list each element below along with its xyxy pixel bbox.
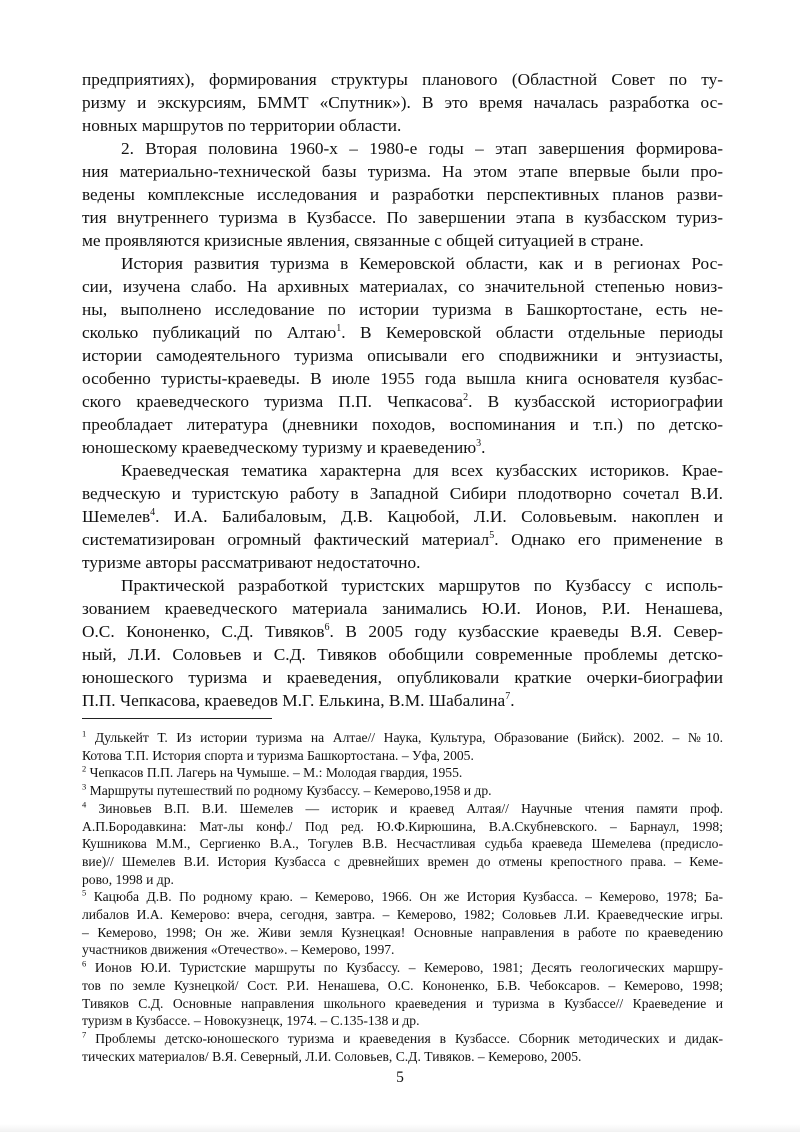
text-line: юношеского туризма и краеведения, опубликовали краткие очерки-биографии (82, 668, 723, 687)
footnote-ref: 3 (476, 438, 482, 450)
footnote-line: тов по земле Кузнецкой/ Сост. Р.И. Ненашева, О.С. Кононенко, Б.В. Чебоксаров. – Кемерово, 1998; (82, 977, 723, 993)
footnote-5 (82, 888, 723, 959)
footnote-line (82, 888, 723, 906)
footnote-mark: 6 (82, 958, 87, 969)
footnote-7 (82, 1030, 723, 1065)
footnote-ref: 1 (336, 323, 342, 335)
main-text (82, 68, 723, 712)
paragraph-5 (82, 574, 723, 712)
text-line: ведены комплексные исследования и разработки перспективных планов разви- (82, 185, 723, 204)
footnote-mark: 5 (82, 887, 87, 898)
paragraph-4 (82, 459, 723, 574)
text-line: ведческую и туристскую работу в Западной Сибири плодотворно сочетал В.И. (82, 484, 723, 503)
text-line: предприятиях), формирования структуры планового (Областной Совет по ту- (82, 70, 723, 89)
footnote-ref: 6 (324, 622, 330, 634)
text-line (82, 390, 723, 413)
text-segment: Маршруты путешествий по родному Кузбассу. – Кемерово,1958 и др. (89, 783, 492, 799)
footnote-mark: 4 (82, 799, 87, 810)
text-line (82, 528, 723, 551)
text-line: тия внутреннего туризма в Кузбассе. По завершении этапа в кузбасском туриз- (82, 208, 723, 227)
footnote-1 (82, 729, 723, 764)
footnote-6 (82, 959, 723, 1030)
text-line (82, 620, 723, 643)
footnote-line: Тивяков С.Д. Основные направления школьного краеведения и туризма в Кузбассе// Краеведение и (82, 995, 723, 1011)
text-line: ме проявляются кризисные явления, связанные с общей ситуацией в стране. (82, 231, 644, 250)
text-segment: . (510, 691, 515, 710)
footnote-line (82, 764, 723, 782)
footnote-ref: 7 (505, 691, 511, 703)
text-line: преобладает литература (дневники походов, воспоминания и т.п.) по детско- (82, 415, 723, 434)
paragraph-2 (82, 137, 723, 252)
footnote-ref: 5 (489, 530, 495, 542)
text-line: истории самодеятельного туризма описывали его сподвижники и энтузиасты, (82, 346, 723, 365)
footnote-4 (82, 800, 723, 889)
text-segment: ского краеведческого туризма П.П. Чепкасова (82, 392, 464, 411)
text-line (82, 505, 723, 528)
page-number: 5 (396, 1069, 404, 1086)
footnote-line (82, 729, 723, 747)
text-segment: . Однако его применение в (494, 530, 723, 549)
text-segment: Дулькейт Т. Из истории туризма на Алтае// Наука, Культура, Образование (Бийск). 2002. – №10. (94, 730, 723, 745)
text-line (82, 321, 723, 344)
footnote-line: рово, 1998 и др. (82, 871, 174, 887)
footnote-line: вие)// Шемелев В.И. История Кузбасса с древнейших времен до отмены крепостного права. – Кеме- (82, 853, 723, 869)
footnote-line (82, 959, 723, 977)
text-segment: систематизирован огромный фактический материал (82, 530, 490, 549)
footnote-line: Кушникова М.М., Сергиенко В.А., Тогулев В.В. Несчастливая судьба краеведа Шемелева (предисло- (82, 836, 723, 852)
footnote-mark: 2 (82, 763, 87, 774)
footnote-line: либалов И.А. Кемерово: вчера, сегодня, завтра. – Кемерово, 1982; Соловьев Л.И. Краеведческие игры. (82, 907, 723, 923)
text-segment: . В Кемеровской области отдельные периоды (341, 323, 723, 342)
text-line: ный, Л.И. Соловьев и С.Д. Тивяков обобщили современные проблемы детско- (82, 645, 723, 664)
text-segment: . И.А. Балибаловым, Д.В. Кацюбой, Л.И. Соловьевым. накоплен и (155, 507, 723, 526)
paragraph-1 (82, 68, 723, 137)
text-segment: Зиновьев В.П. В.И. Шемелев — историк и краевед Алтая// Научные чтения памяти проф. (98, 800, 724, 816)
text-line: ния материально-технической базы туризма. На этом этапе впервые были про- (82, 162, 723, 181)
footnote-ref: 2 (463, 392, 469, 404)
footnote-ref: 4 (150, 507, 156, 519)
text-line: Практической разработкой туристских маршрутов по Кузбассу с исполь- (121, 576, 723, 595)
footnote-line: Котова Т.П. История спорта и туризма Башкортостана. – Уфа, 2005. (82, 747, 474, 763)
footnote-2 (82, 764, 723, 782)
footnote-line: – Кемерово, 1998; Он же. Живи земля Кузнецкая! Основные направления в работе по краеведению (82, 924, 723, 940)
footnote-3 (82, 782, 723, 800)
footnote-line: А.П.Бородавкина: Мат-лы конф./ Под ред. Ю.Ф.Кирюшина, В.А.Скубневского. – Барнаул, 1998; (82, 818, 723, 834)
footnote-line (82, 800, 723, 818)
text-segment: Ионов Ю.И. Туристские маршруты по Кузбассу. – Кемерово, 1981; Десять геологических маршру- (94, 960, 723, 976)
text-line (82, 689, 723, 712)
text-line: туризме авторы рассматривают недостаточно. (82, 553, 421, 572)
footnote-mark: 7 (82, 1029, 87, 1040)
text-line (82, 436, 723, 459)
footnote-line: участников движения «Отечество». – Кемерово, 1997. (82, 942, 395, 958)
scan-edge (0, 1124, 800, 1132)
text-segment: П.П. Чепкасова, краеведов М.Г. Елькина, В.М. Шабалина (82, 691, 506, 710)
text-line: Краеведческая тематика характерна для всех кузбасских историков. Крае- (121, 461, 723, 480)
text-line: зованием краеведческого материала занимались Ю.И. Ионов, Р.И. Ненашева, (82, 599, 723, 618)
text-line: особенно туристы-краеведы. В июле 1955 года вышла книга основателя кузбас- (82, 369, 723, 388)
footnotes (82, 729, 723, 1065)
text-line: ризму и экскурсиям, БММТ «Спутник»). В это время началась разработка ос- (82, 93, 723, 112)
text-segment: О.С. Кононенко, С.Д. Тивяков (82, 622, 325, 641)
text-line: сии, изучена слабо. На архивных материалах, со значительной степенью новиз- (82, 277, 723, 296)
paragraph-3 (82, 252, 723, 459)
text-line: 2. Вторая половина 1960-х – 1980-е годы – этап завершения формирова- (121, 139, 723, 158)
footnote-line (82, 782, 723, 800)
text-segment: Проблемы детско-юношеского туризма и краеведения в Кузбассе. Сборник методических и дидак- (95, 1030, 723, 1046)
text-segment: сколько публикаций по Алтаю (82, 323, 337, 342)
footnote-mark: 1 (82, 728, 87, 739)
footnote-line: туризм в Кузбассе. – Новокузнецк, 1974. – С.135-138 и др. (82, 1013, 420, 1029)
text-segment: . (481, 438, 486, 457)
text-line: История развития туризма в Кемеровской области, как и в регионах Рос- (121, 254, 723, 273)
text-line: ны, выполнено исследование по истории туризма в Башкортостане, есть не- (82, 300, 723, 319)
footnote-mark: 3 (82, 781, 87, 792)
text-segment: Кацюба Д.В. По родному краю. – Кемерово, 1966. Он же История Кузбасса. – Кемерово, 1978; Ба- (93, 889, 724, 905)
footnote-line (82, 1030, 723, 1048)
footnote-line: тических материалов/ В.Я. Северный, Л.И. Соловьев, С.Д. Тивяков. – Кемерово, 2005. (82, 1048, 582, 1064)
footnote-separator (82, 718, 272, 719)
text-segment: юношескому краеведческому туризму и краеведению (82, 438, 477, 457)
text-line: новных маршрутов по территории области. (82, 116, 402, 135)
text-segment: . В 2005 году кузбасские краеведы В.Я. Север- (329, 622, 723, 641)
text-segment: Чепкасов П.П. Лагерь на Чумыше. – М.: Молодая гвардия, 1955. (89, 765, 463, 781)
text-segment: Шемелев (82, 507, 151, 526)
text-segment: . В кузбасской историографии (468, 392, 723, 411)
